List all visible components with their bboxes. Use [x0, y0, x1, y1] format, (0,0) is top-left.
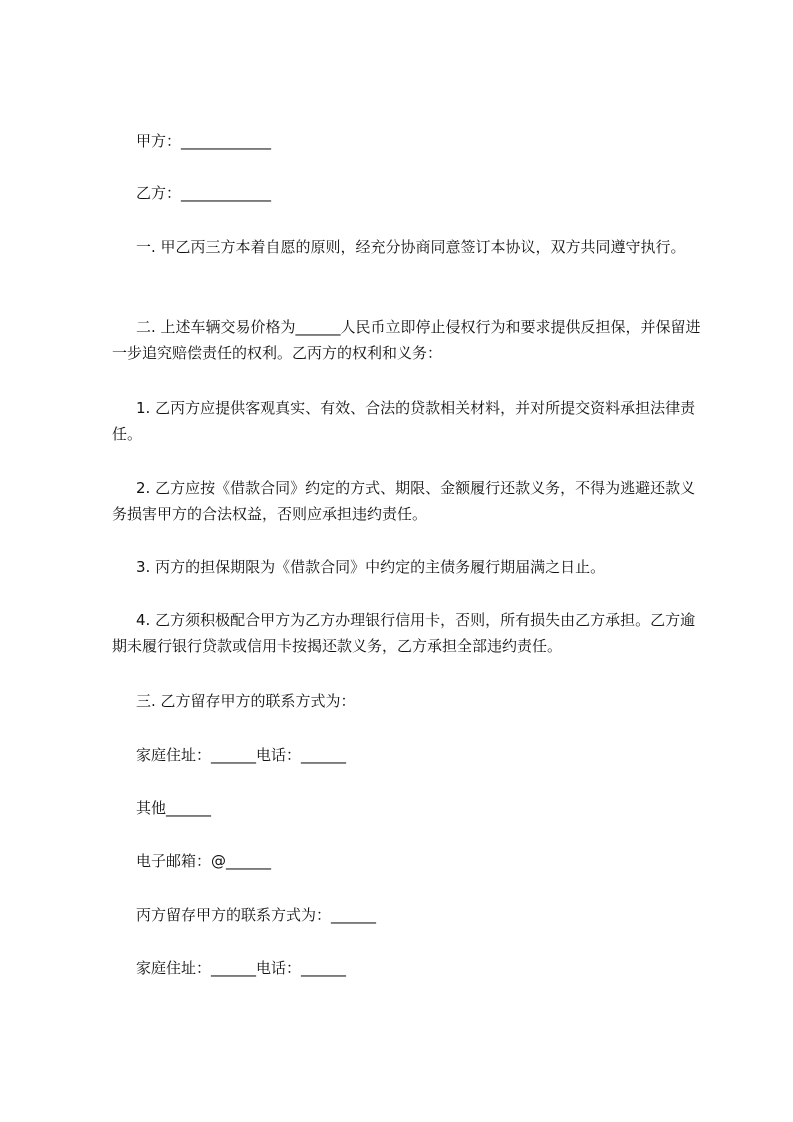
party-b-home-phone: 家庭住址：______电话：______: [136, 746, 347, 764]
clause-2: 二. 上述车辆交易价格为______人民币立即停止侵权行为和要求提供反担保，并保留进一步追究赔偿责任的权利。乙丙方的权利和义务：: [112, 318, 701, 362]
clause-1: 一. 甲乙丙三方本着自愿的原则，经充分协商同意签订本协议，双方共同遵守执行。: [136, 238, 686, 256]
item-4: 4. 乙方须积极配合甲方为乙方办理银行信用卡，否则，所有损失由乙方承担。乙方逾期未履行银行贷款或信用卡按揭还款义务，乙方承担全部违约责任。: [112, 611, 696, 655]
item-1: 1. 乙丙方应提供客观真实、有效、合法的贷款相关材料，并对所提交资料承担法律责任。: [112, 399, 696, 443]
party-b-other: 其他______: [136, 799, 212, 817]
party-c-contact: 丙方留存甲方的联系方式为：______: [136, 906, 377, 924]
item-3: 3. 丙方的担保期限为《借款合同》中约定的主债务履行期届满之日止。: [136, 558, 606, 576]
party-b-line: 乙方：____________: [136, 184, 272, 202]
party-a-line: 甲方：____________: [136, 132, 272, 150]
clause-3: 三. 乙方留存甲方的联系方式为：: [136, 692, 356, 710]
party-c-home-phone: 家庭住址：______电话：______: [136, 959, 347, 977]
party-b-email: 电子邮箱：@______: [136, 852, 272, 870]
item-2: 2. 乙方应按《借款合同》约定的方式、期限、金额履行还款义务，不得为逃避还款义务损害甲方的合法权益，否则应承担违约责任。: [112, 479, 696, 523]
